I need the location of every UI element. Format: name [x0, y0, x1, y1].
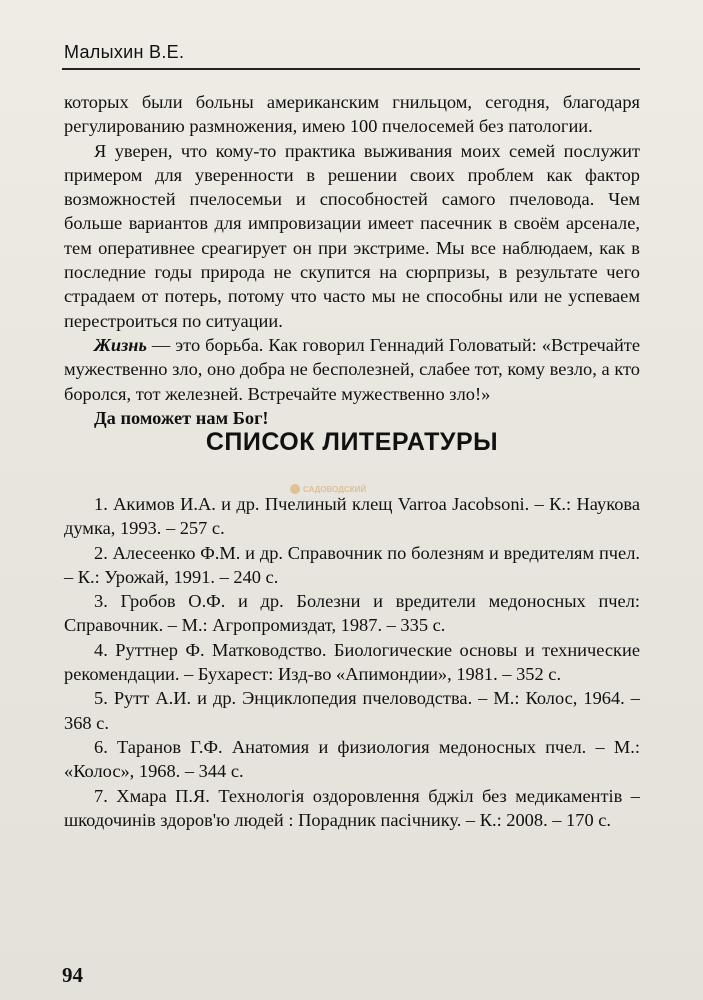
- watermark-text: САДОВОДСКИЙ: [303, 484, 367, 494]
- closing-line: Да поможет нам Бог!: [94, 407, 269, 428]
- paragraph-3-rest: — это борьба. Как говорил Геннадий Головатый: «Встречайте мужественно зло, оно добра не бесполезней, слабее тот, кому везло, а кто боролся, тот железней. Встречайте мужественно зло!»: [64, 334, 640, 404]
- page-number: 94: [62, 963, 83, 987]
- header-rule: [62, 68, 640, 70]
- paragraph-3: [64, 333, 640, 406]
- running-head: Малыхин В.Е.: [64, 42, 185, 62]
- reference-item: 6. Таранов Г.Ф. Анатомия и физиология медоносных пчел. – М.: «Колос», 1968. – 344 с.: [64, 736, 640, 782]
- reference-list: [64, 492, 640, 832]
- paragraph-3-lead: Жизнь: [94, 334, 147, 355]
- reference-item: 5. Рутт А.И. и др. Энциклопедия пчеловодства. – М.: Колос, 1964. – 368 с.: [64, 688, 640, 733]
- section-title: СПИСОК ЛИТЕРАТУРЫ: [205, 428, 499, 456]
- reference-item: 4. Руттнер Ф. Матководство. Биологические основы и технические рекомендации. – Бухарест: Изд-во «Апимондии», 1981. – 352 с.: [64, 639, 640, 685]
- reference-item: 1. Акимов И.А. и др. Пчелиный клещ Varroa Jacobsoni. – К.: Наукова думка, 1993. – 257 с.: [64, 494, 640, 539]
- paragraph-2: Я уверен, что кому-то практика выживания моих семей послужит примером для уверенности в решении своих проблем как фактор возможностей пчелосемьи и способностей самого пчеловода. Чем больше вариантов для импровизации имеет пасечник в своём арсенале, тем оперативнее среагирует он при экстриме. Мы все наблюдаем, как в последние годы природа не скупится на сюрпризы, в результате чего страдаем от потерь, потому что часто мы не способны или не успеваем перестроиться по ситуации.: [64, 140, 640, 331]
- body-text: [64, 90, 640, 430]
- reference-item: 3. Гробов О.Ф. и др. Болезни и вредители медоносных пчел: Справочник. – М.: Агропромиздат, 1987. – 335 с.: [64, 591, 640, 636]
- paragraph-1: которых были больны американским гнильцом, сегодня, благодаря регулированию размножения, имею 100 пчелосемей без патологии.: [64, 92, 640, 137]
- reference-item: 2. Алесеенко Ф.М. и др. Справочник по болезням и вредителям пчел. – К.: Урожай, 1991. – 240 с.: [64, 542, 640, 587]
- reference-item: 7. Хмара П.Я. Технологія оздоровлення бджіл без медикаментів – шкодочинів здоров'ю людей : Порадник пасічнику. – К.: 2008. – 170 с.: [64, 785, 640, 830]
